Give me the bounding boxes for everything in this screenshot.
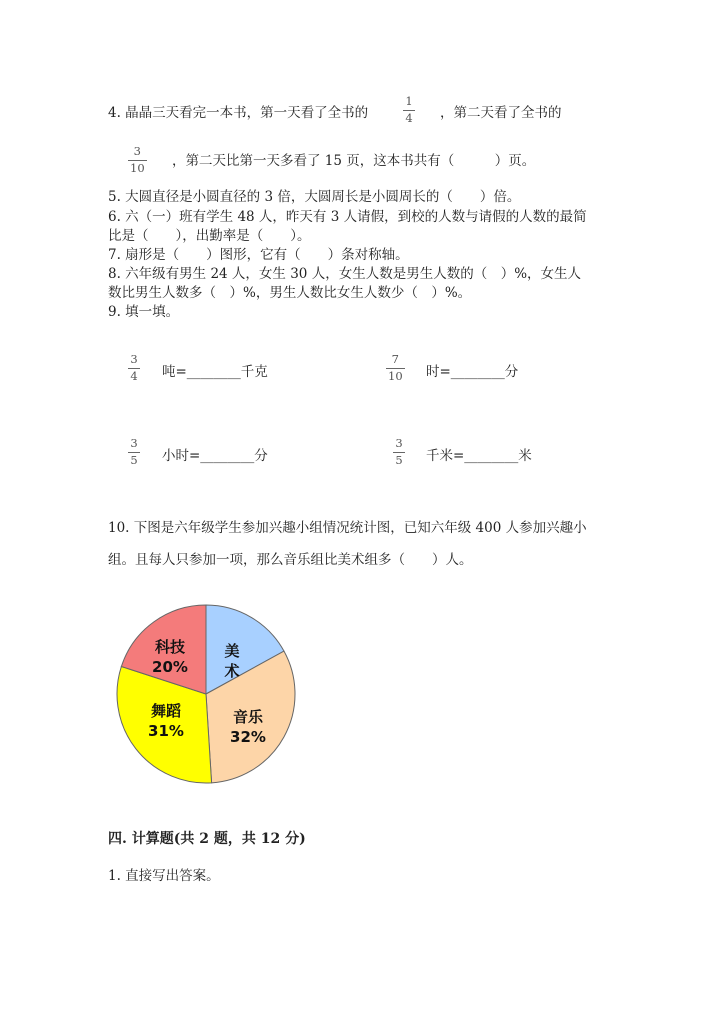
fraction-denominator: 5 xyxy=(395,452,403,467)
interest-group-pie-chart xyxy=(108,596,304,792)
fraction-denominator: 4 xyxy=(405,110,413,125)
section-4-title: 四. 计算题(共 2 题，共 12 分) xyxy=(108,831,306,847)
pie-slice-value-label: 20% xyxy=(152,658,188,676)
q4-fraction-1 xyxy=(403,96,415,124)
fraction-numerator: 3 xyxy=(130,352,138,366)
q4-part2: ，第二天看了全书的 xyxy=(440,105,562,121)
fraction-numerator: 1 xyxy=(405,94,413,108)
q10-line2: 组。且每人只参加一项，那么音乐组比美术组多（ ）人。 xyxy=(108,552,473,568)
fraction-numerator: 3 xyxy=(130,436,138,450)
pie-slice-label: 术 xyxy=(224,662,240,680)
q9-title: 9. 填一填。 xyxy=(108,304,180,320)
pie-slice-label: 舞蹈 xyxy=(150,702,182,720)
fraction-numerator: 7 xyxy=(391,352,399,366)
q9-item1-text: 吨=________千克 xyxy=(162,364,268,380)
q9-item4-text: 千米=________米 xyxy=(426,448,532,464)
fraction-denominator: 4 xyxy=(130,368,138,383)
fraction-denominator: 5 xyxy=(130,452,138,467)
q8-line1: 8. 六年级有男生 24 人，女生 30 人，女生人数是男生人数的（ ）%，女生人 xyxy=(108,266,582,282)
pie-slice-label: 科技 xyxy=(154,638,186,656)
q9-item3-text: 小时=________分 xyxy=(162,448,268,464)
q7-text: 7. 扇形是（ ）图形，它有（ ）条对称轴。 xyxy=(108,247,409,263)
calc-q1-text: 1. 直接写出答案。 xyxy=(108,868,220,884)
q10-line1: 10. 下图是六年级学生参加兴趣小组情况统计图，已知六年级 400 人参加兴趣小 xyxy=(108,520,587,536)
pie-slice-label: 音乐 xyxy=(232,708,264,726)
q6-line1: 6. 六（一）班有学生 48 人，昨天有 3 人请假，到校的人数与请假的人数的最简 xyxy=(108,209,587,225)
q6-line2: 比是（ ），出勤率是（ ）。 xyxy=(108,228,311,244)
fraction-denominator: 10 xyxy=(130,160,145,175)
q4-part1: 4. 晶晶三天看完一本书，第一天看了全书的 xyxy=(108,105,369,121)
q9-item2-fraction xyxy=(386,354,405,382)
q8-line2: 数比男生人数多（ ）%，男生人数比女生人数少（ ）%。 xyxy=(108,285,472,301)
fraction-numerator: 3 xyxy=(395,436,403,450)
pie-slice-label: 美 xyxy=(224,642,240,660)
fraction-numerator: 3 xyxy=(133,144,141,158)
q9-item4-fraction xyxy=(393,438,405,466)
q9-item1-fraction xyxy=(128,354,140,382)
q4-part3: ，第二天比第一天多看了 15 页，这本书共有（ ）页。 xyxy=(172,153,536,169)
fraction-denominator: 10 xyxy=(388,368,403,383)
q5-text: 5. 大圆直径是小圆直径的 3 倍，大圆周长是小圆周长的（ ）倍。 xyxy=(108,189,521,205)
q9-item2-text: 时=________分 xyxy=(426,364,519,380)
pie-slice-value-label: 31% xyxy=(148,722,184,740)
pie-slice-value-label: 32% xyxy=(230,728,266,746)
q4-fraction-2 xyxy=(128,146,147,174)
q9-item3-fraction xyxy=(128,438,140,466)
